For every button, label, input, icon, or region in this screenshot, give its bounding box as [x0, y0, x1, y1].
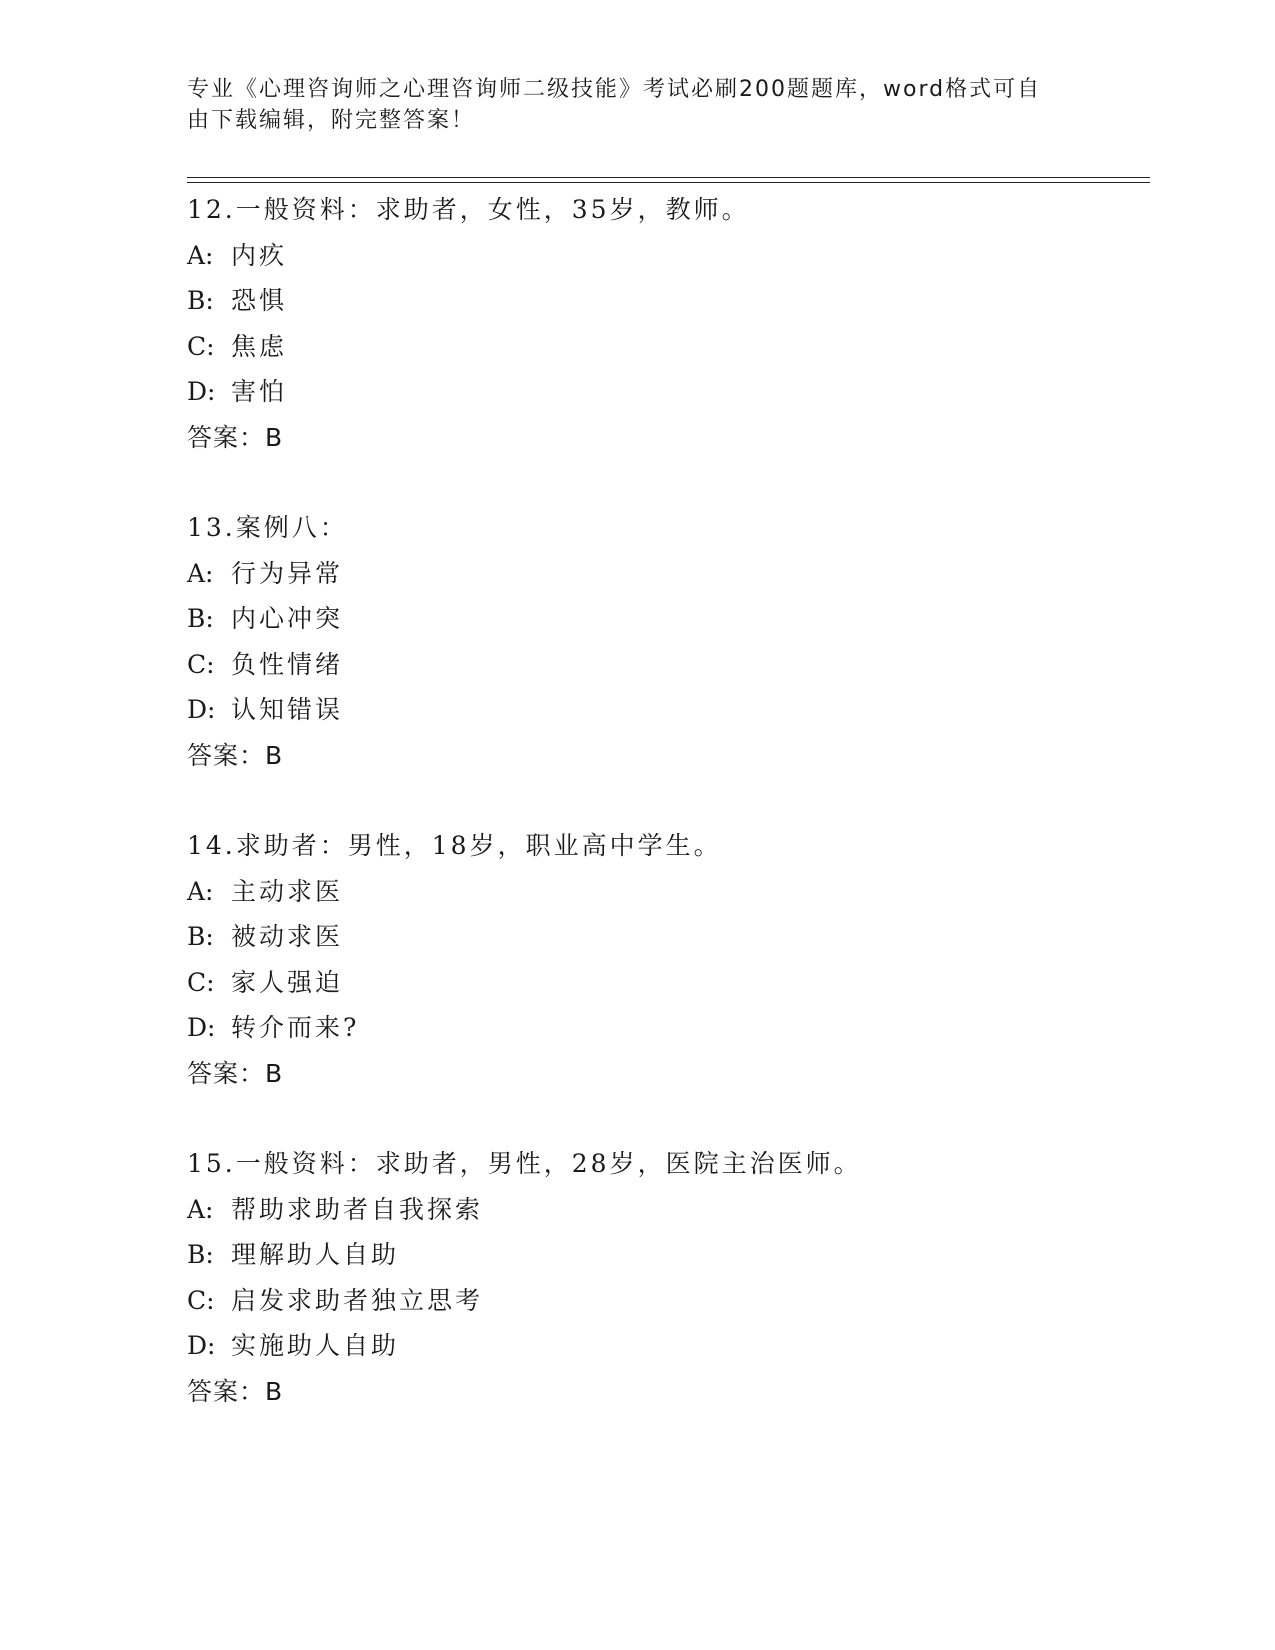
header-line-2: 由下载编辑，附完整答案！: [187, 108, 476, 133]
option-label: D:: [187, 377, 216, 406]
option-c: [187, 324, 1147, 370]
option-text: 恐惧: [231, 286, 288, 315]
option-text: 内心冲突: [231, 604, 344, 633]
option-a: [187, 233, 1147, 279]
option-text: 认知错误: [231, 695, 344, 724]
answer-line: 答案：B: [187, 422, 284, 452]
option-a: [187, 551, 1147, 597]
option-text: 实施助人自助: [231, 1331, 400, 1360]
option-label: B:: [187, 922, 214, 951]
option-text: 被动求医: [231, 922, 344, 951]
document-header: [187, 74, 1087, 136]
option-label: B:: [187, 286, 214, 315]
option-label: A:: [187, 240, 214, 270]
header-divider-bottom: [187, 182, 1150, 183]
option-c: [187, 960, 1147, 1006]
option-label: C:: [187, 1285, 215, 1315]
option-b: [187, 596, 1147, 642]
question-title: 14.求助者：男性，18岁，职业高中学生。: [187, 831, 722, 860]
option-text: 家人强迫: [231, 967, 344, 997]
option-text: 内疚: [231, 240, 288, 270]
question-title: 12.一般资料：求助者，女性，35岁，教师。: [187, 195, 750, 224]
option-b: [187, 914, 1147, 960]
option-text: 转介而来?: [231, 1013, 360, 1042]
answer-line: 答案：B: [187, 1058, 284, 1088]
question-title: 15.一般资料：求助者，男性，28岁，医院主治医师。: [187, 1149, 862, 1178]
option-d: [187, 369, 1147, 415]
option-b: [187, 278, 1147, 324]
option-text: 害怕: [231, 377, 288, 406]
option-text: 帮助求助者自我探索: [231, 1194, 484, 1224]
option-text: 理解助人自助: [231, 1240, 400, 1269]
answer-line: 答案：B: [187, 740, 284, 770]
question-12: [187, 187, 1147, 460]
question-title: 13.案例八：: [187, 513, 348, 542]
option-label: B:: [187, 1240, 214, 1269]
option-c: [187, 642, 1147, 688]
question-13: [187, 505, 1147, 778]
question-15: [187, 1141, 1147, 1414]
option-label: A:: [187, 558, 214, 588]
option-label: D:: [187, 1331, 216, 1360]
option-d: [187, 687, 1147, 733]
option-d: [187, 1323, 1147, 1369]
question-14: [187, 823, 1147, 1096]
option-label: D:: [187, 1013, 216, 1042]
option-a: [187, 1187, 1147, 1233]
option-text: 焦虑: [231, 331, 288, 361]
option-label: C:: [187, 331, 215, 361]
option-c: [187, 1278, 1147, 1324]
header-line-1: 专业《心理咨询师之心理咨询师二级技能》考试必刷200题题库，word格式可自: [187, 77, 1042, 102]
answer-line: 答案：B: [187, 1376, 284, 1406]
option-d: [187, 1005, 1147, 1051]
option-label: A:: [187, 876, 214, 906]
option-text: 负性情绪: [231, 649, 344, 679]
option-label: B:: [187, 604, 214, 633]
option-label: C:: [187, 967, 215, 997]
option-text: 主动求医: [231, 876, 344, 906]
option-label: D:: [187, 695, 216, 724]
option-b: [187, 1232, 1147, 1278]
option-label: C:: [187, 649, 215, 679]
option-text: 启发求助者独立思考: [231, 1285, 484, 1315]
option-text: 行为异常: [231, 558, 344, 588]
header-divider-top: [187, 177, 1150, 178]
option-a: [187, 869, 1147, 915]
option-label: A:: [187, 1194, 214, 1224]
